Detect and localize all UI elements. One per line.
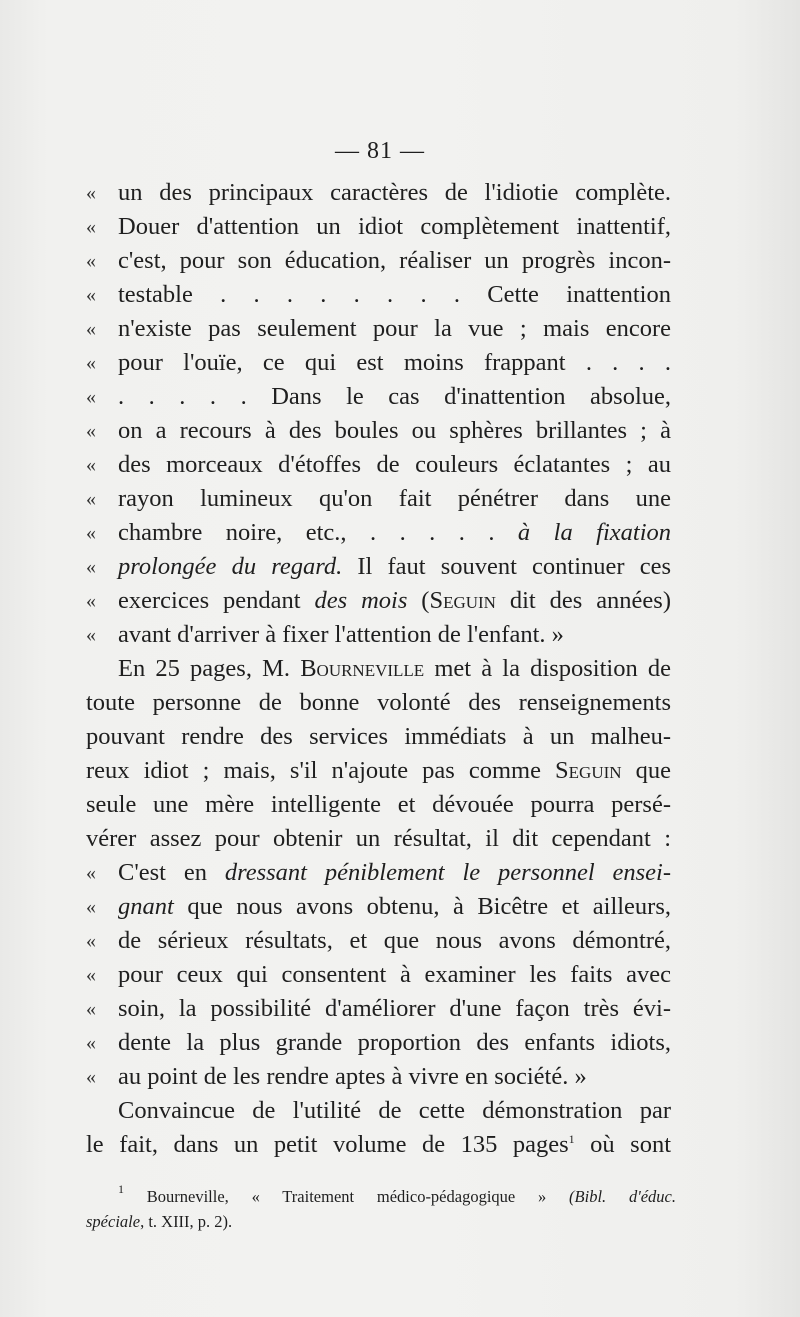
text-line: exercices pendant des mois (Seguin dit des années) [118, 587, 672, 614]
quote-mark: « [86, 1066, 96, 1088]
quote-mark: « [86, 624, 96, 646]
quote-mark: « [86, 182, 96, 204]
quote-mark: « [86, 386, 96, 408]
text-line: dente la plus grande proportion des enfants idiots, [118, 1029, 671, 1056]
quote-mark: « [86, 590, 96, 612]
text-line: . . . . . Dans le cas d'inattention absolue, [118, 383, 671, 410]
text-line: gnant que nous avons obtenu, à Bicêtre et ailleurs, [118, 893, 671, 920]
quote-mark: « [86, 216, 96, 238]
text-line: toute personne de bonne volonté des renseignements [86, 689, 671, 716]
text-line: pour l'ouïe, ce qui est moins frappant . . . . [118, 349, 671, 376]
quote-mark: « [86, 964, 96, 986]
text-line: En 25 pages, M. Bourneville met à la disposition de [118, 655, 671, 682]
quote-mark: « [86, 284, 96, 306]
footnote-ref: 1 [568, 1132, 575, 1146]
text-line: on a recours à des boules ou sphères brillantes ; à [118, 417, 671, 444]
footnote-line: spéciale, t. XIII, p. 2). [86, 1212, 233, 1231]
text-line: pour ceux qui consentent à examiner les faits avec [118, 961, 671, 988]
text-line: un des principaux caractères de l'idiotie complète. [118, 179, 671, 206]
text-line: pouvant rendre des services immédiats à un malheu- [86, 723, 671, 750]
quote-mark: « [86, 420, 96, 442]
text-line: des morceaux d'étoffes de couleurs éclatantes ; au [118, 451, 671, 478]
quote-mark: « [86, 250, 96, 272]
quote-mark: « [86, 862, 96, 884]
text-line: de sérieux résultats, et que nous avons démontré, [118, 927, 671, 954]
quote-mark: « [86, 1032, 96, 1054]
text-line: rayon lumineux qu'on fait pénétrer dans une [118, 485, 671, 512]
quote-mark: « [86, 896, 96, 918]
footnote-line: $^1$ Bourneville, « Traitement médico-pédagogique » (Bibl. d'éduc. [118, 1182, 676, 1206]
text-line: n'existe pas seulement pour la vue ; mais encore [118, 315, 671, 342]
text-line: C'est en dressant péniblement le personnel ensei- [118, 859, 671, 886]
text-line: au point de les rendre aptes à vivre en société. » [118, 1063, 587, 1090]
page-number: — 81 — [335, 138, 425, 164]
text-line: avant d'arriver à fixer l'attention de l'enfant. » [118, 621, 564, 648]
text-line: chambre noire, etc., . . . . . à la fixation [118, 519, 671, 546]
quote-mark: « [86, 352, 96, 374]
quote-mark: « [86, 318, 96, 340]
quote-mark: « [86, 556, 96, 578]
text-line: c'est, pour son éducation, réaliser un progrès incon- [118, 247, 671, 274]
quote-mark: « [86, 488, 96, 510]
text-line: vérer assez pour obtenir un résultat, il dit cependant : [86, 825, 671, 852]
quote-mark: « [86, 998, 96, 1020]
text-line: testable . . . . . . . . Cette inattention [118, 281, 671, 308]
text-line: prolongée du regard. Il faut souvent continuer ces [118, 553, 671, 580]
text-line: reux idiot ; mais, s'il n'ajoute pas comme Seguin que [86, 757, 672, 784]
quote-mark: « [86, 930, 96, 952]
text-line: soin, la possibilité d'améliorer d'une façon très évi- [118, 995, 671, 1022]
text-line: seule une mère intelligente et dévouée pourra persé- [86, 791, 671, 818]
text-line: le fait, dans un petit volume de 135 pages$^1$ où sont [86, 1131, 672, 1158]
quote-mark: « [86, 522, 96, 544]
text-line: Douer d'attention un idiot complètement inattentif, [118, 213, 671, 240]
text-line: Convaincue de l'utilité de cette démonstration par [118, 1097, 671, 1124]
quote-mark: « [86, 454, 96, 476]
